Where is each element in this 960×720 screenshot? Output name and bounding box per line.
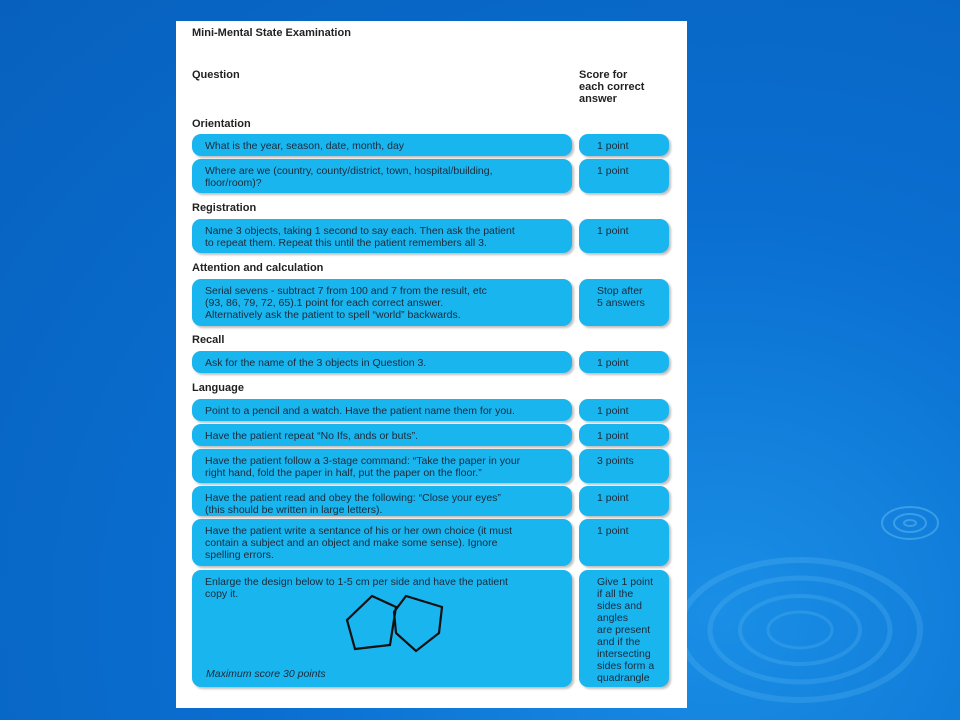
score-cell: 1 point [579, 159, 669, 193]
question-row: Have the patient follow a 3-stage command: “Take the paper in your right hand, fold the paper in half, put the paper on the floor.” [192, 449, 572, 483]
score-cell: 1 point [579, 134, 669, 156]
section-orientation: Orientation [192, 118, 251, 130]
question-row: Serial sevens - subtract 7 from 100 and 7 from the result, etc (93, 86, 79, 72, 65).1 point for each correct answer. Alternatively ask the patient to spell “world” backwards. [192, 279, 572, 326]
question-row: Point to a pencil and a watch. Have the patient name them for you. [192, 399, 572, 421]
question-row: Where are we (country, county/district, town, hospital/building, floor/room)? [192, 159, 572, 193]
maximum-score-note: Maximum score 30 points [206, 668, 326, 680]
score-column-header: Score for each correct answer [579, 69, 645, 105]
document-title: Mini-Mental State Examination [192, 27, 351, 39]
section-attention-calculation: Attention and calculation [192, 262, 324, 274]
score-cell: 3 points [579, 449, 669, 483]
question-row: What is the year, season, date, month, day [192, 134, 572, 156]
section-language: Language [192, 382, 244, 394]
score-cell: 1 point [579, 424, 669, 446]
score-cell: Stop after 5 answers [579, 279, 669, 326]
score-cell: 1 point [579, 351, 669, 373]
mmse-document [176, 21, 687, 708]
question-row: Have the patient repeat “No Ifs, ands or buts”. [192, 424, 572, 446]
score-cell: 1 point [579, 519, 669, 566]
section-recall: Recall [192, 334, 225, 346]
question-row: Have the patient write a sentance of his or her own choice (it must contain a subject and an object and make some sense). Ignore spelling errors. [192, 519, 572, 566]
score-cell: Give 1 point if all the sides and angles are present and if the intersecting sides form a quadrangle [579, 570, 669, 687]
score-cell: 1 point [579, 219, 669, 253]
score-cell: 1 point [579, 486, 669, 516]
question-row: Name 3 objects, taking 1 second to say each. Then ask the patient to repeat them. Repeat this until the patient remembers all 3. [192, 219, 572, 253]
question-column-header: Question [192, 69, 240, 81]
question-row: Ask for the name of the 3 objects in Question 3. [192, 351, 572, 373]
score-cell: 1 point [579, 399, 669, 421]
question-row: Enlarge the design below to 1-5 cm per side and have the patient copy it. [192, 570, 572, 687]
question-row: Have the patient read and obey the following: “Close your eyes” (this should be written in large letters). [192, 486, 572, 516]
intersecting-pentagons-icon [344, 593, 449, 655]
section-registration: Registration [192, 202, 257, 214]
